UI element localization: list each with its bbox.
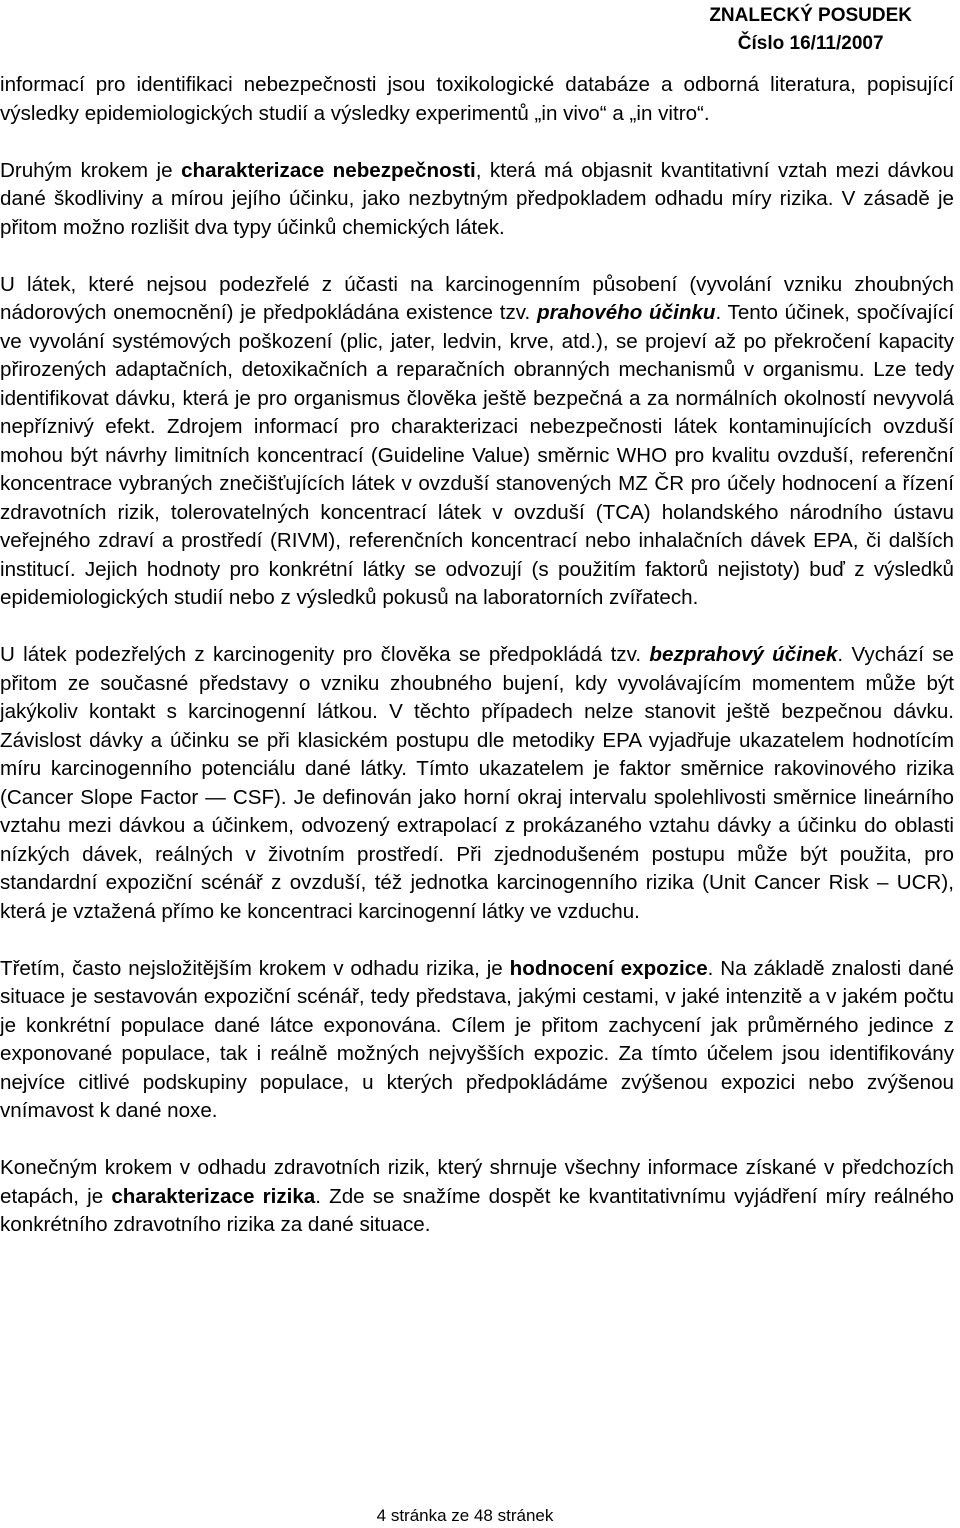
paragraph-exposure-assessment xyxy=(0,955,954,1126)
paragraph-sources: informací pro identifikaci nebezpečnosti jsou toxikologické databáze a odborná literatura, popisující výsledky epidemiologických studií a výsledky experimentů „in vivo“ a „in vitro“. xyxy=(0,73,954,125)
text-span: Druhým krokem je xyxy=(0,158,182,182)
bold-term: charakterizace nebezpečnosti xyxy=(181,158,476,182)
text-span: Třetím, často nejsložitějším krokem v odhadu rizika, je xyxy=(0,956,510,980)
page-footer: 4 stránka ze 48 stránek xyxy=(376,1506,554,1525)
paragraph-threshold-effect xyxy=(0,271,954,613)
text-span: . Vychází se přitom ze současné představy o vzniku zhoubného bujení, kdy vyvolávajícím momentem může být jakýkoliv kontakt s karcinogenní látkou. V těchto případech nelze stanovit ještě bezpečnou dávku. Závislost dávky a účinku se při klasickém postupu dle metodiky EPA vyjadřuje ukazatelem hodnotícím míru karcinogenního potenciálu dané látky. Tímto ukazatelem je faktor směrnice rakovinového rizika (Cancer Slope Factor — CSF). Je definován jako horní okraj intervalu spolehlivosti směrnice lineárního vztahu mezi dávkou a účinkem, odvozený extrapolací z prokázaného vztahu dávky a účinku do oblasti nízkých dávek, reálných v životním prostředí. Při zjednodušeném postupu může být použita, pro standardní expoziční scénář z ovzduší, též jednotka karcinogenního rizika (Unit Cancer Risk – UCR), která je vztažená přímo ke koncentraci karcinogenní látky ve vzduchu. xyxy=(0,643,954,923)
bold-italic-term: bezprahový účinek xyxy=(649,643,838,666)
text-span: Konečným krokem v odhadu zdravotních rizik, který shrnuje všechny informace získané v předchozích etapách, je xyxy=(0,1156,954,1208)
paragraph-hazard-characterization xyxy=(0,157,954,243)
text-span: , která má objasnit kvantitativní vztah mezi dávkou dané škodliviny a mírou jejího účinku, jako nezbytným předpokladem odhadu míry rizika. V zásadě je přitom možno rozlišit dva typy účinků chemických látek. xyxy=(0,158,955,239)
document-body xyxy=(0,71,954,1268)
header-title: ZNALECKÝ POSUDEK xyxy=(709,5,912,26)
bold-italic-term: prahového účinku xyxy=(537,301,716,324)
text-span: . Tento účinek, spočívající ve vyvolání systémových poškození (plic, jater, ledvin, krve, atd.), se projeví až po překročení kapacity přirozených adaptačních, detoxikačních a reparačních obranných mechanismů v organismu. Lze tedy identifikovat dávku, která je pro organismus člověka ještě bezpečná a za normálních okolností nevyvolá nepříznivý efekt. Zdrojem informací pro charakterizaci nebezpečnosti látek kontaminujících ovzduší mohou být návrhy limitních koncentrací (Guideline Value) směrnic WHO pro kvalitu ovzduší, referenční koncentrace vybraných znečišťujících látek v ovzduší stanovených MZ ČR pro účely hodnocení a řízení zdravotních rizik, tolerovatelných koncentrací látek v ovzduší (TCA) holandského národního ústavu veřejného zdraví a prostředí (RIVM), referenčních koncentrací nebo inhalačních dávek EPA, či dalších institucí. Jejich hodnoty pro konkrétní látky se odvozují (s použitím faktorů nejistoty) buď z výsledků epidemiologických studií nebo z výsledků pokusů na laboratorních zvířatech. xyxy=(0,301,954,609)
header-number: Číslo 16/11/2007 xyxy=(737,33,884,54)
bold-term: charakterizace rizika xyxy=(111,1184,316,1208)
text-span: U látek, které nejsou podezřelé z účasti na karcinogenním působení (vyvolání vzniku zhoubných nádorových onemocnění) je předpokládána existence tzv. xyxy=(0,272,954,324)
text-span: . Zde se snažíme dospět ke kvantitativnímu vyjádření míry reálného konkrétního zdravotního rizika za dané situace. xyxy=(0,1184,954,1236)
paragraph-nonthreshold-effect xyxy=(0,641,954,926)
paragraph-risk-characterization xyxy=(0,1154,954,1240)
text-span: . Na základě znalosti dané situace je sestavován expoziční scénář, tedy představa, jakými cestami, v jaké intenzitě a v jakém počtu je konkrétní populace dané látce exponována. Cílem je přitom zachycení jak průměrného jedince z exponované populace, tak i reálně možných nejvyšších expozic. Za tímto účelem jsou identifikovány nejvíce citlivé podskupiny populace, u kterých předpokládáme zvýšenou expozici nebo zvýšenou vnímavost k dané noxe. xyxy=(0,956,954,1122)
document-header xyxy=(709,0,912,58)
text-span: U látek podezřelých z karcinogenity pro člověka se předpokládá tzv. xyxy=(0,643,650,666)
bold-term: hodnocení expozice xyxy=(509,956,708,980)
